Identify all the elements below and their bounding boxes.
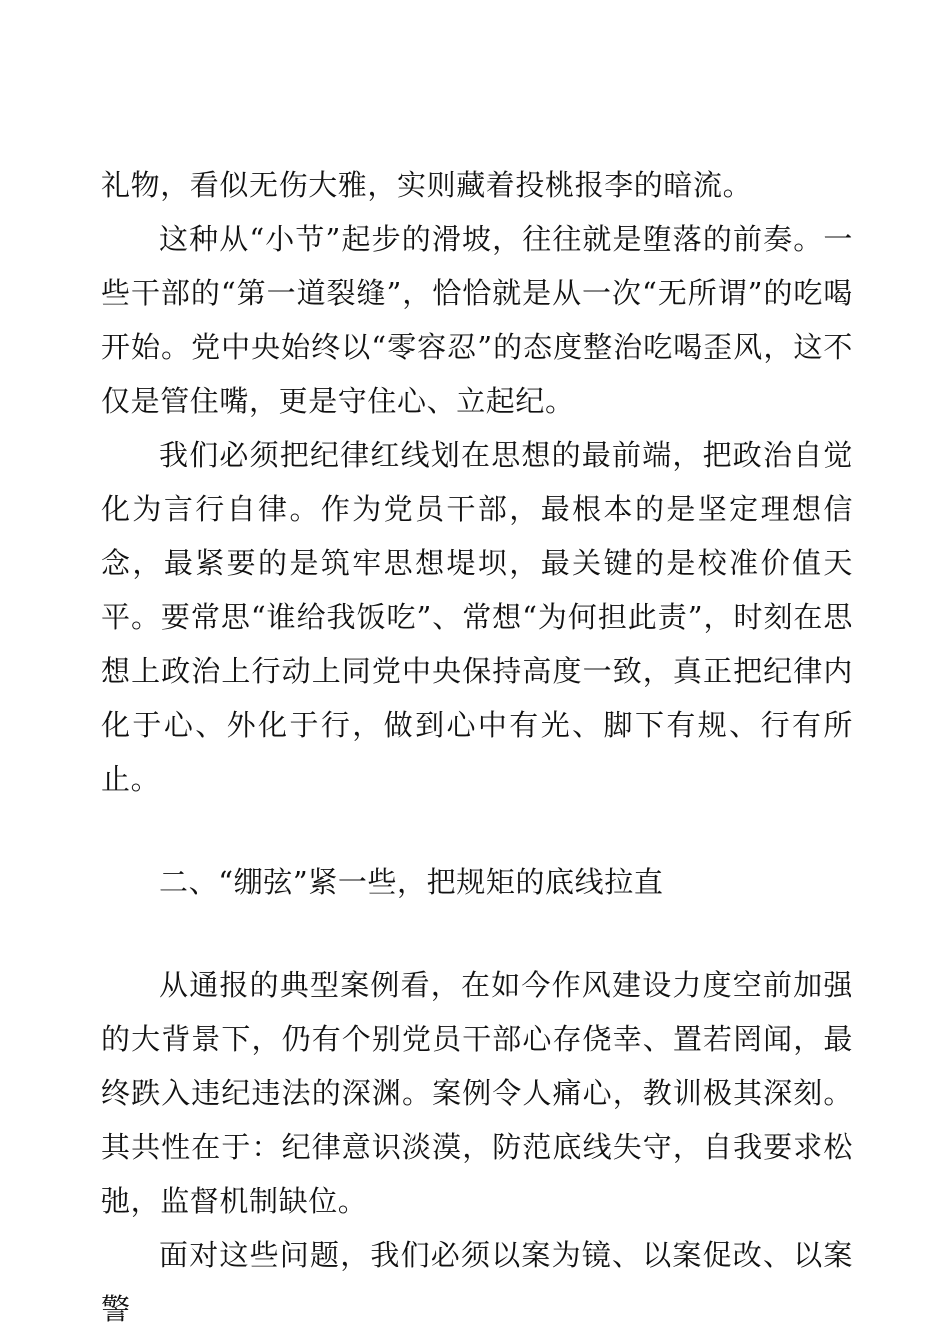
paragraph-typical-cases: 从通报的典型案例看，在如今作风建设力度空前加强的大背景下，仍有个别党员干部心存侥幸、置若罔闻，最终跌入违纪违法的深渊。案例令人痛心，教训极其深刻。其共性在于：纪律意识淡漠，防范底线失守，自我要求松弛，监督机制缺位。 [101, 968, 853, 1218]
paragraph-continuation: 礼物，看似无伤大雅，实则藏着投桃报李的暗流。 [101, 168, 753, 202]
paragraph-discipline-redline: 我们必须把纪律红线划在思想的最前端，把政治自觉化为言行自律。作为党员干部，最根本的是坚定理想信念，最紧要的是筑牢思想堤坝，最关键的是校准价值天平。要常思“谁给我饭吃”、常想“为何担此责”，时刻在思想上政治上行动上同党中央保持高度一致，真正把纪律内化于心、外化于行，做到心中有光、脚下有规、行有所止。 [101, 438, 853, 796]
section-heading: 二、“绷弦”紧一些，把规矩的底线拉直 [159, 865, 664, 899]
paragraph-facing-problems: 面对这些问题，我们必须以案为镜、以案促改、以案警 [101, 1238, 853, 1326]
document-body [101, 158, 853, 1336]
paragraph-slippery-slope: 这种从“小节”起步的滑坡，往往就是堕落的前奏。一些干部的“第一道裂缝”，恰恰就是从一次“无所谓”的吃喝开始。党中央始终以“零容忍”的态度整治吃喝歪风，这不仅是管住嘴，更是守住心、立起纪。 [101, 222, 853, 418]
